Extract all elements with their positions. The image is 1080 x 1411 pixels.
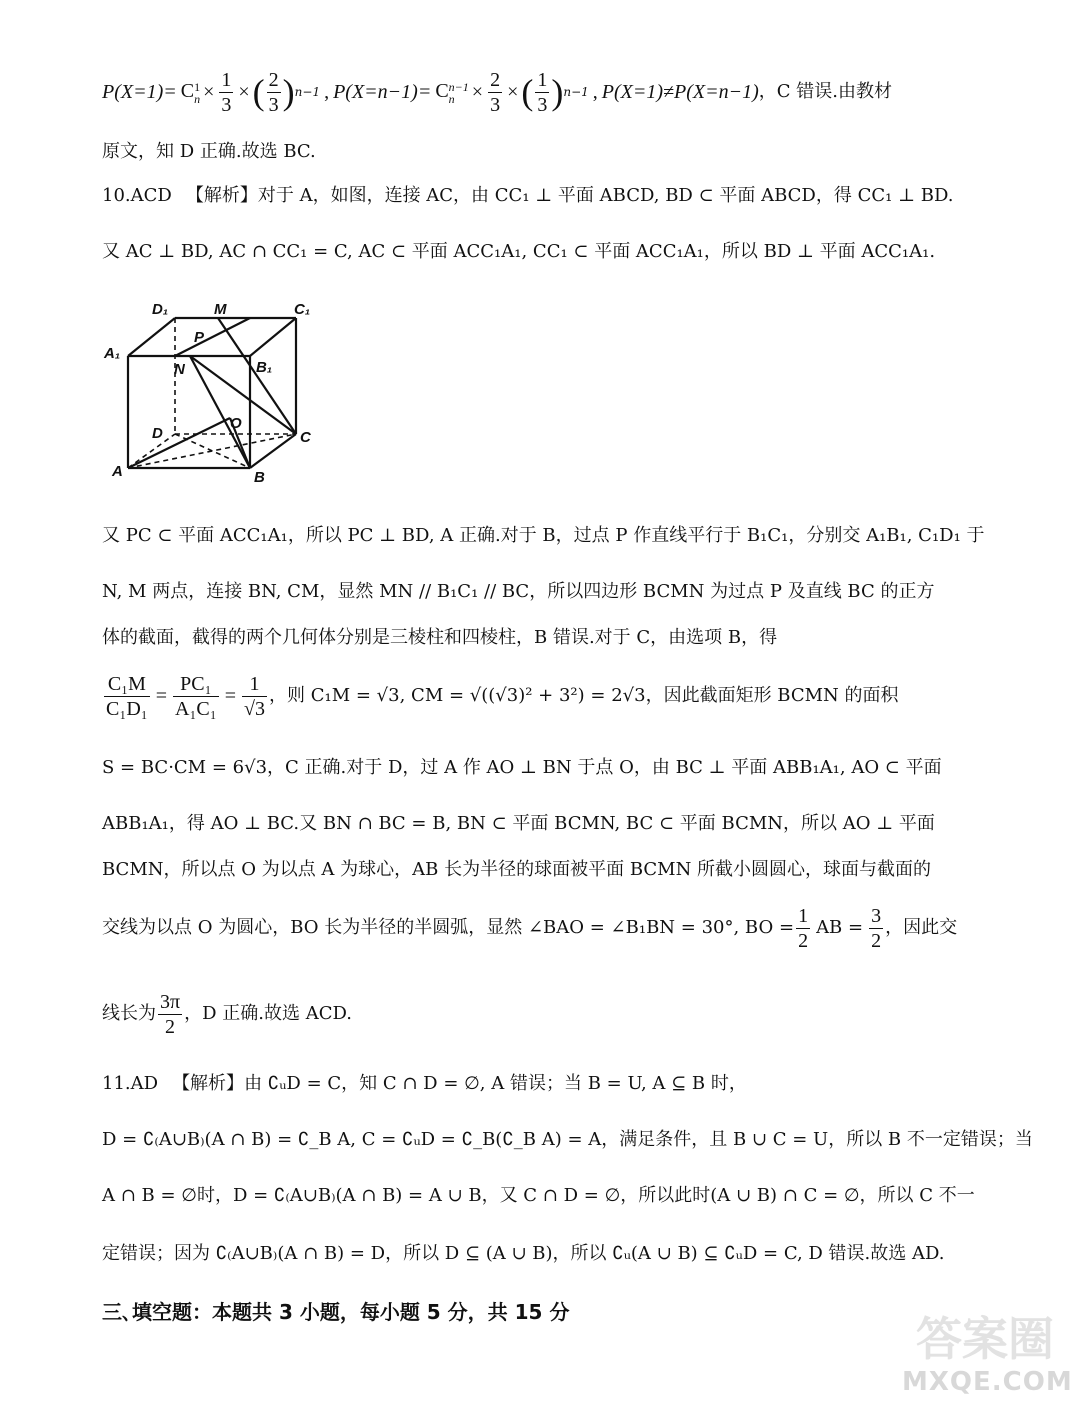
cube-diagram xyxy=(100,296,330,496)
label-D1: D₁ xyxy=(152,301,169,318)
q10-line-9: BCMN，所以点 O 为以点 A 为球心，AB 长为半径的球面被平面 BCMN 所截小圆圆心，球面与截面的 xyxy=(102,859,932,880)
q10-line-8: ABB₁A₁，得 AO ⊥ BC.又 BN ∩ BC = B, BN ⊂ 平面 BCMN, BC ⊂ 平面 BCMN，所以 AO ⊥ 平面 xyxy=(102,813,935,834)
fraction-1-2: $\frac{1}{2}$ xyxy=(798,904,809,952)
paragraph-line: 原文，知 D 正确.故选 BC. xyxy=(102,141,316,162)
conclusion-text: ，C 错误.由教材 xyxy=(758,81,892,102)
label-A1: A₁ xyxy=(104,345,121,362)
probability-line: P(X=1)= C 1 n × $\frac{1}{3}$ × ( $\frac{2}{3}$ ) n−1 , P(X=n−1)= C n−1 n × $\frac{2}{3}$ × ( $\frac{1}{3}$ ) n−1 , P(X=1)≠P(X=n−1) ，C 错误.由教材 xyxy=(102,68,892,116)
label-M: M xyxy=(214,301,227,318)
pxn1-label: P(X=n−1)= xyxy=(333,81,432,103)
fraction-1-3: $\frac{1}{3}$ xyxy=(221,68,232,116)
q11-line-2: D = ∁₍A∪B₎(A ∩ B) = ∁_B A, C = ∁ᵤD = ∁_B(∁_B A) = A，满足条件，且 B ∪ C = U，所以 B 不一定错误；当 xyxy=(102,1129,1033,1150)
watermark xyxy=(902,1301,1073,1397)
q11-label: 11.AD xyxy=(102,1073,159,1094)
label-D: D xyxy=(152,425,163,442)
q10-line-6: $\frac{\text{C₁M}}{\text{C₁D₁}}$ = $\frac{\text{PC₁}}{\text{A₁C₁}}$ = $\frac{1}{√3}$ ，则 C₁M = √3, CM = √((√3)² + 3²) = 2√3，因此截面矩形 BCMN 的面积 xyxy=(106,672,899,720)
analysis-tag: 【解析】 xyxy=(185,185,258,206)
q10-line-4: N, M 两点，连接 BN, CM，显然 MN // B₁C₁ // BC，所以四边形 BCMN 为过点 P 及直线 BC 的正方 xyxy=(102,581,935,602)
q10-line-3: 又 PC ⊂ 平面 ACC₁A₁，所以 PC ⊥ BD, A 正确.对于 B，过点 P 作直线平行于 B₁C₁，分别交 A₁B₁, C₁D₁ 于 xyxy=(102,525,985,546)
fraction-2-3: $\frac{2}{3}$ xyxy=(268,68,279,116)
fraction-2-3: $\frac{2}{3}$ xyxy=(490,68,501,116)
fraction-3pi-2: $\frac{3\pi}{2}$ xyxy=(160,990,181,1038)
label-B1: B₁ xyxy=(256,359,273,376)
times-sign: × xyxy=(203,81,215,103)
analysis-tag: 【解析】 xyxy=(172,1073,245,1094)
section-heading: 三､填空题：本题共 3 小题，每小题 5 分，共 15 分 xyxy=(102,1300,570,1324)
q10-line-7: S = BC·CM = 6√3，C 正确.对于 D，过 A 作 AO ⊥ BN 于点 O，由 BC ⊥ 平面 ABB₁A₁, AO ⊂ 平面 xyxy=(102,757,942,778)
q10-label: 10.ACD xyxy=(102,185,172,206)
fraction-3-2: $\frac{3}{2}$ xyxy=(871,904,882,952)
q10-line-1: 10.ACD 【解析】对于 A，如图，连接 AC，由 CC₁ ⊥ 平面 ABCD, BD ⊂ 平面 ABCD，得 CC₁ ⊥ BD. xyxy=(102,185,954,206)
fraction-pc1-a1c1: $\frac{\text{PC₁}}{\text{A₁C₁}}$ xyxy=(175,672,217,720)
q10-line-5: 体的截面，截得的两个几何体分别是三棱柱和四棱柱，B 错误.对于 C，由选项 B，得 xyxy=(102,627,778,648)
label-A: A xyxy=(112,463,123,480)
inequality: P(X=1)≠P(X=n−1) xyxy=(601,81,759,103)
label-C: C xyxy=(300,429,311,446)
q11-line-3: A ∩ B = ∅时，D = ∁₍A∪B₎(A ∩ B) = A ∪ B，又 C ∩ D = ∅，所以此时(A ∪ B) ∩ C = ∅，所以 C 不一 xyxy=(102,1185,975,1206)
q10-line-11: 线长为 $\frac{3\pi}{2}$ ，D 正确.故选 ACD. xyxy=(102,990,352,1038)
watermark-url: MXQE.COM xyxy=(902,1367,1073,1397)
label-O: O xyxy=(230,415,242,432)
fraction-c1m-c1d1: $\frac{\text{C₁M}}{\text{C₁D₁}}$ xyxy=(106,672,148,720)
px1-label: P(X=1)= xyxy=(102,81,177,103)
times-sign: × xyxy=(238,81,250,103)
label-N: N xyxy=(174,361,185,378)
label-B: B xyxy=(254,469,265,486)
label-C1: C₁ xyxy=(294,301,311,318)
exponent: n−1 xyxy=(294,85,321,99)
comb-symbol: C n−1 n xyxy=(435,79,469,106)
q10-line-2: 又 AC ⊥ BD, AC ∩ CC₁ = C, AC ⊂ 平面 ACC₁A₁, CC₁ ⊂ 平面 ACC₁A₁，所以 BD ⊥ 平面 ACC₁A₁. xyxy=(102,241,936,262)
watermark-logo: 答案圈 xyxy=(916,1312,1054,1366)
q10-line-10: 交线为以点 O 为圆心，BO 长为半径的半圆弧，显然 ∠BAO = ∠B₁BN = 30°, BO = $\frac{1}{2}$ AB = $\frac{3}{2}$ ，因此交 xyxy=(102,904,958,952)
fraction-1-3: $\frac{1}{3}$ xyxy=(537,68,548,116)
q11-line-4: 定错误；因为 ∁₍A∪B₎(A ∩ B) = D，所以 D ⊆ (A ∪ B)，所以 ∁ᵤ(A ∪ B) ⊆ ∁ᵤD = C, D 错误.故选 AD. xyxy=(102,1243,945,1264)
fraction-1-sqrt3: $\frac{1}{√3}$ xyxy=(244,672,266,720)
comb-symbol: C 1 n xyxy=(180,79,201,106)
q11-line-1: 11.AD 【解析】由 ∁ᵤD = C，知 C ∩ D = ∅, A 错误；当 B = U, A ⊆ B 时， xyxy=(102,1073,747,1094)
label-P: P xyxy=(194,329,205,346)
